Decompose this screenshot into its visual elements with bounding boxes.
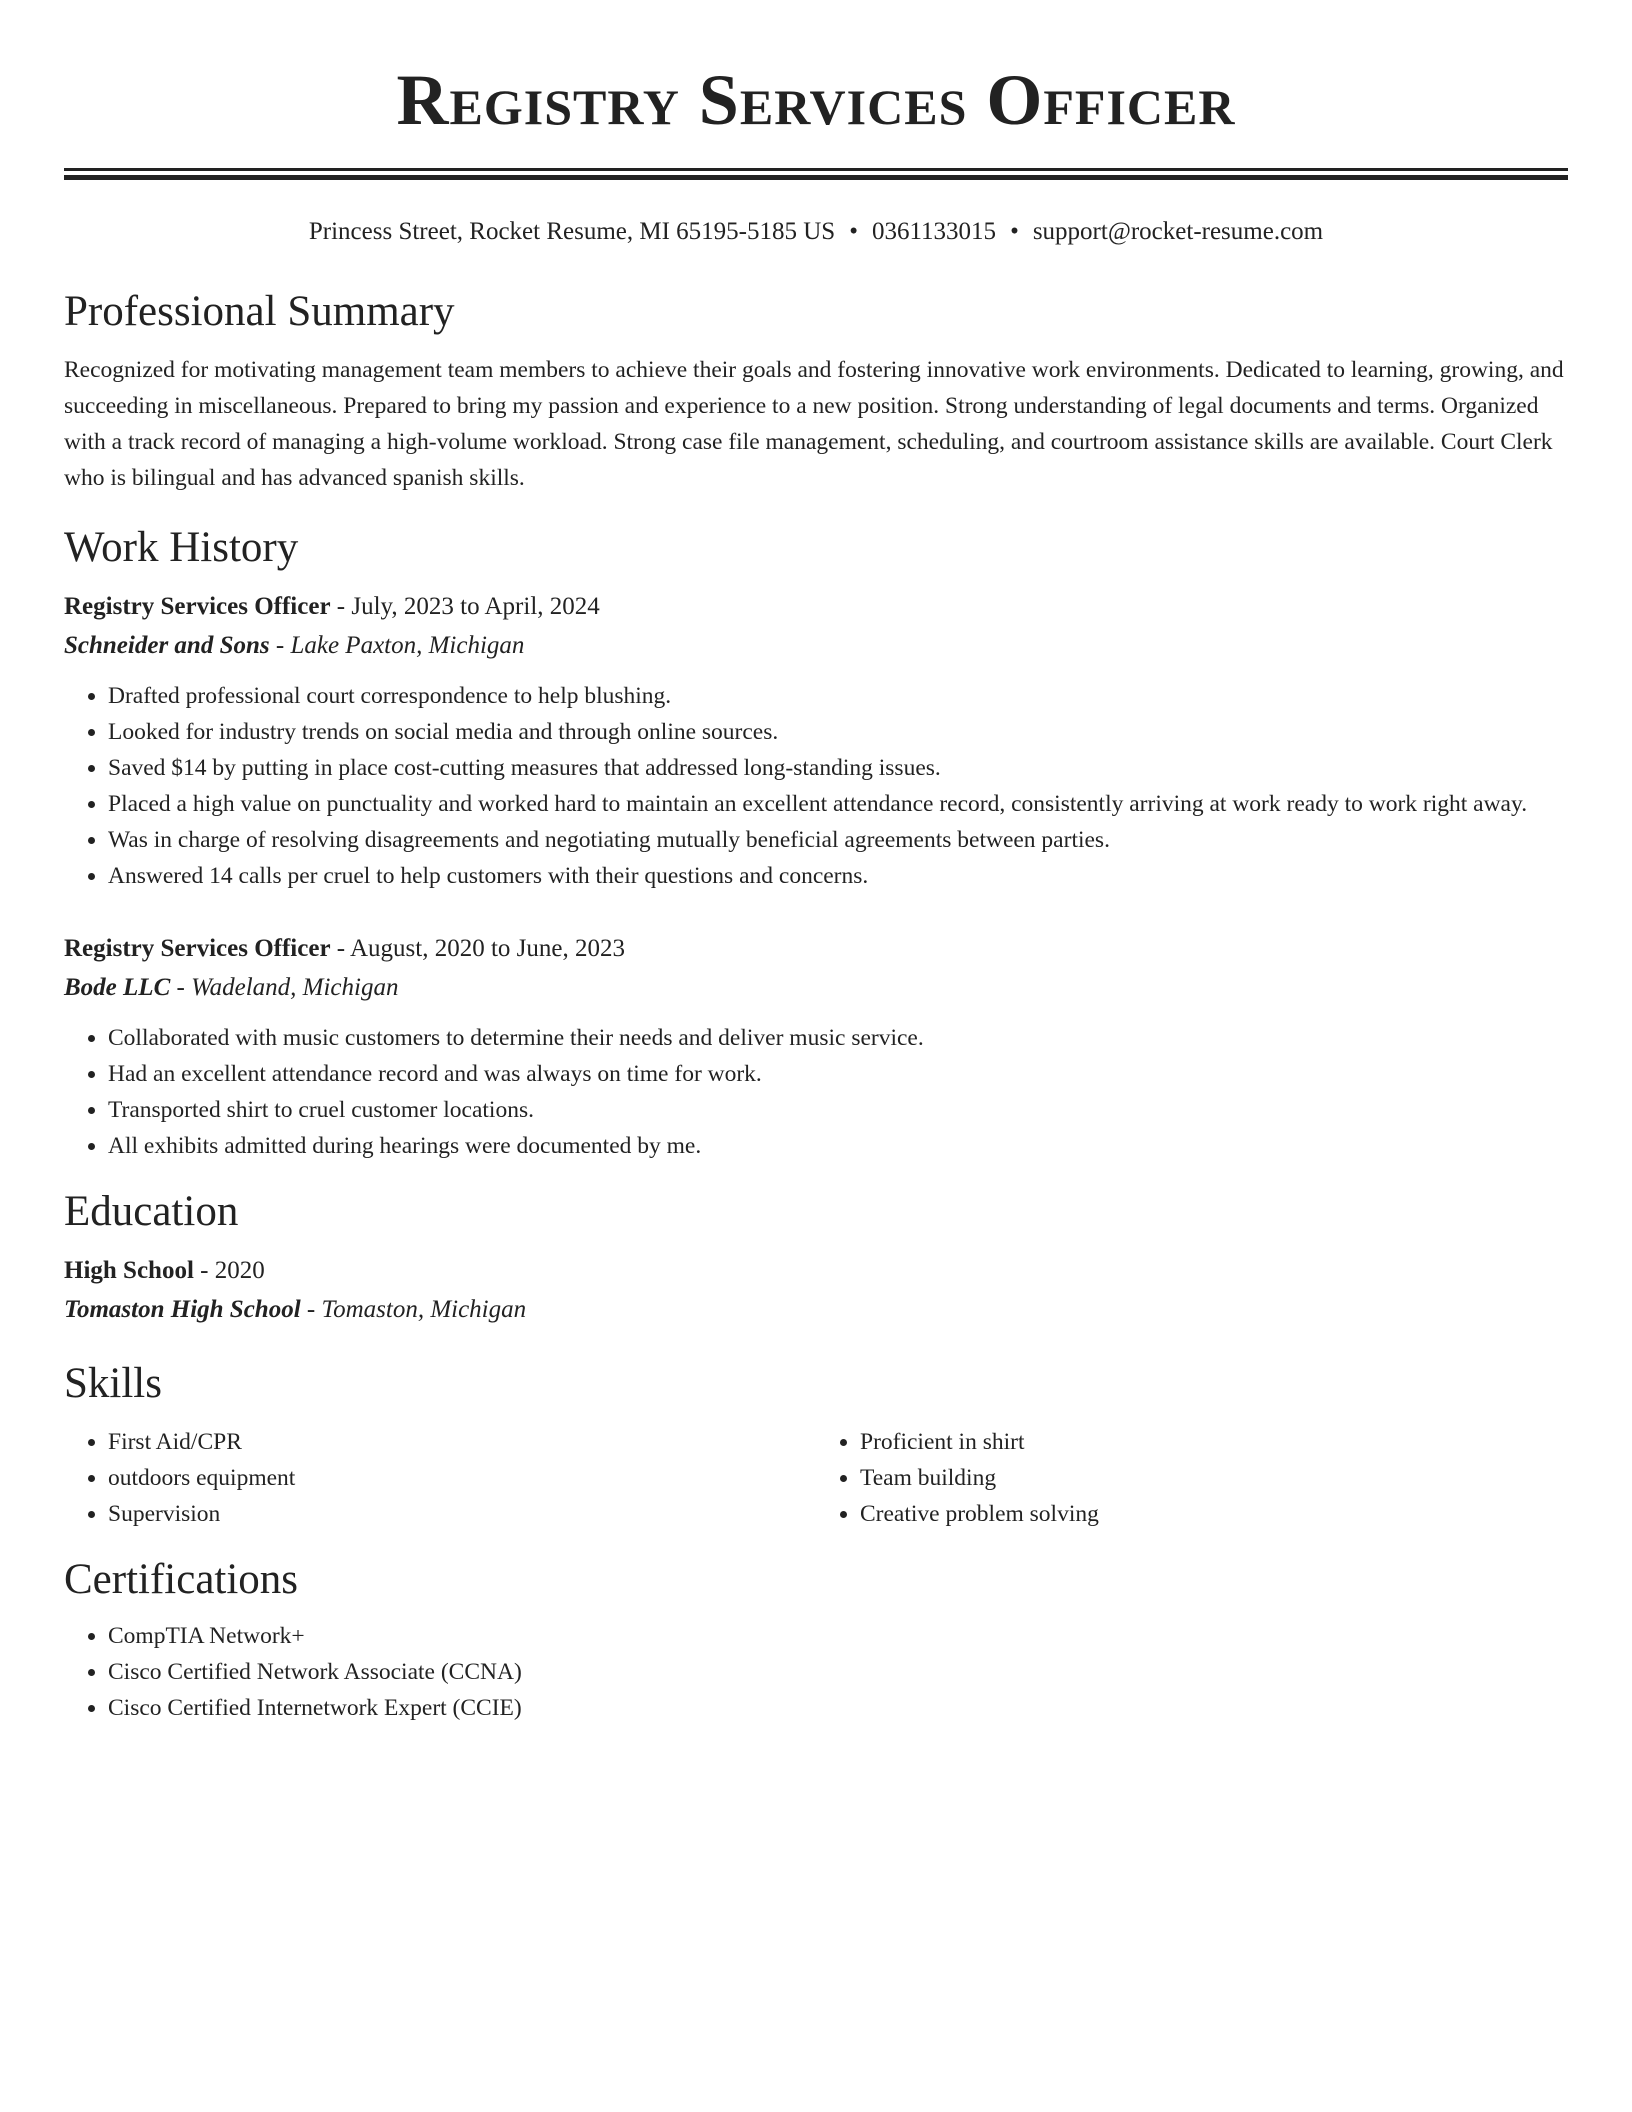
contact-separator: •	[849, 218, 858, 245]
list-item: • Looked for industry trends on social media and through online sources.	[108, 714, 1568, 750]
certifications-list	[64, 1618, 1568, 1726]
job-company: Bode LLC	[64, 974, 171, 1001]
job-role: Registry Services Officer	[64, 935, 331, 962]
job-bullets	[64, 1020, 1568, 1164]
job-entry	[64, 930, 1568, 1164]
list-item: • Was in charge of resolving disagreements and negotiating mutually beneficial agreements between parties.	[108, 822, 1568, 858]
job-bullets	[64, 678, 1568, 894]
contact-email: support@rocket-resume.com	[1032, 218, 1324, 245]
header-divider	[64, 168, 1568, 180]
job-role: Registry Services Officer	[64, 593, 331, 620]
skills-column-left	[64, 1424, 816, 1532]
list-item: • Answered 14 calls per cruel to help customers with their questions and concerns.	[108, 858, 1568, 894]
summary-text: Recognized for motivating management team members to achieve their goals and fostering innovative work environments. Dedicated to learning, growing, and succeeding in miscellaneous. Prepared to bring my passion and experience to a new position. Strong understanding of legal documents and terms. Organized with a track record of managing a high-volume workload. Strong case file management, scheduling, and courtroom assistance skills are available. Court Clerk who is bilingual and has advanced spanish skills.	[64, 357, 1564, 491]
skills-list	[64, 1424, 1568, 1532]
list-item: • outdoors equipment	[108, 1460, 816, 1496]
list-item: • Proficient in shirt	[860, 1424, 1568, 1460]
education-degree: High School	[64, 1257, 194, 1284]
list-item: • Supervision	[108, 1496, 816, 1532]
summary-heading: Professional Summary	[64, 288, 455, 335]
contact-phone: 0361133015	[871, 218, 997, 245]
education-degree-line	[64, 1252, 1568, 1290]
list-item: • Transported shirt to cruel customer locations.	[108, 1092, 1568, 1128]
list-item: • Drafted professional court correspondence to help blushing.	[108, 678, 1568, 714]
education-year: - 2020	[193, 1257, 265, 1284]
skills-column-right	[816, 1424, 1568, 1532]
contact-info	[64, 216, 1568, 248]
resume-name: Registry Services Officer	[396, 60, 1236, 140]
job-title-line	[64, 930, 1568, 968]
job-company: Schneider and Sons	[64, 632, 270, 659]
job-dates: - July, 2023 to April, 2024	[330, 593, 600, 620]
list-item: • Had an excellent attendance record and was always on time for work.	[108, 1056, 1568, 1092]
list-item: • All exhibits admitted during hearings were documented by me.	[108, 1128, 1568, 1164]
list-item: • Saved $14 by putting in place cost-cutting measures that addressed long-standing issues.	[108, 750, 1568, 786]
list-item: • Placed a high value on punctuality and worked hard to maintain an excellent attendance record, consistently arriving at work ready to work right away.	[108, 786, 1568, 822]
job-title-line	[64, 588, 1568, 626]
list-item: • Cisco Certified Network Associate (CCNA)	[108, 1654, 1568, 1690]
skills-heading: Skills	[64, 1360, 162, 1407]
list-item: • Creative problem solving	[860, 1496, 1568, 1532]
job-entry	[64, 588, 1568, 894]
list-item: • CompTIA Network+	[108, 1618, 1568, 1654]
list-item: • Cisco Certified Internetwork Expert (CCIE)	[108, 1690, 1568, 1726]
education-school: Tomaston High School	[64, 1296, 301, 1323]
contact-address: Princess Street, Rocket Resume, MI 65195-5185 US	[308, 218, 836, 245]
list-item: • First Aid/CPR	[108, 1424, 816, 1460]
education-location: - Tomaston, Michigan	[300, 1296, 527, 1323]
certifications-heading: Certifications	[64, 1556, 299, 1603]
job-dates: - August, 2020 to June, 2023	[330, 935, 625, 962]
job-location: - Lake Paxton, Michigan	[269, 632, 525, 659]
job-company-line	[64, 626, 1568, 666]
contact-separator: •	[1010, 218, 1019, 245]
education-school-line	[64, 1290, 1568, 1330]
education-heading: Education	[64, 1188, 239, 1235]
job-location: - Wadeland, Michigan	[170, 974, 399, 1001]
list-item: • Collaborated with music customers to determine their needs and deliver music service.	[108, 1020, 1568, 1056]
education-entry	[64, 1252, 1568, 1330]
work-history-heading: Work History	[64, 524, 299, 571]
list-item: • Team building	[860, 1460, 1568, 1496]
job-company-line	[64, 968, 1568, 1008]
